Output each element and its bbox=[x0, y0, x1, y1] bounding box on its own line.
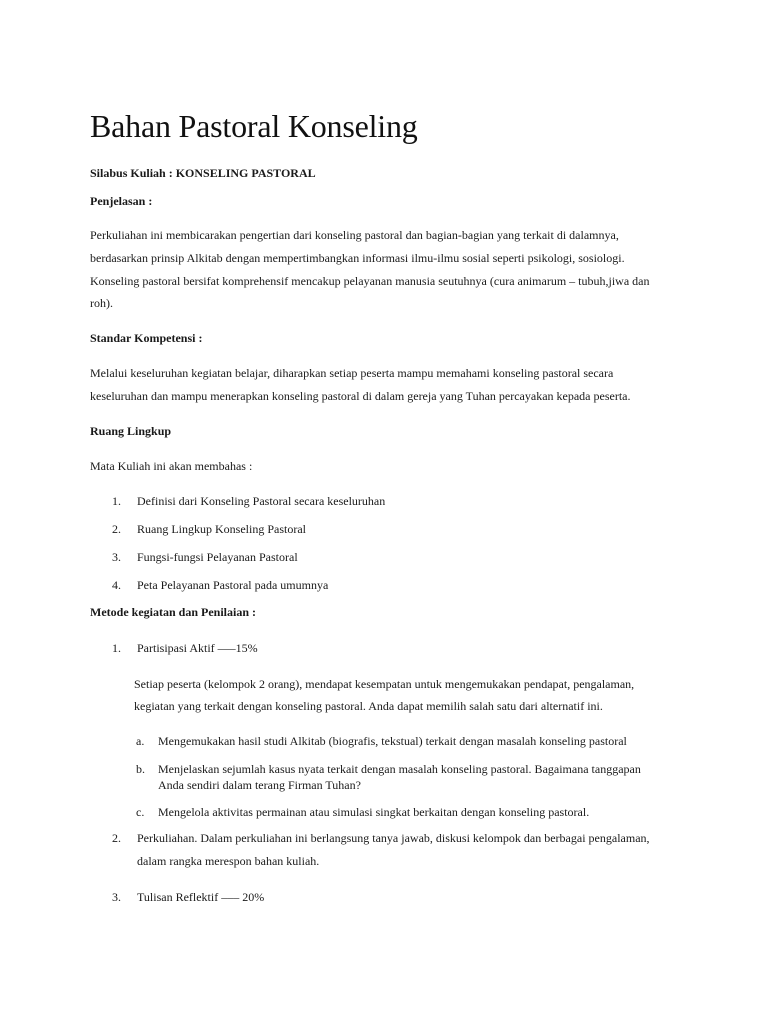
list-item: Fungsi-fungsi Pelayanan Pastoral bbox=[137, 550, 298, 564]
alternative-letter: b. bbox=[136, 762, 145, 776]
standar-heading: Standar Kompetensi : bbox=[90, 331, 203, 345]
list-item-number: 4. bbox=[112, 578, 121, 592]
alternative-letter: c. bbox=[136, 805, 145, 819]
penjelasan-line: roh). bbox=[90, 296, 113, 310]
metode-item1-desc: kegiatan yang terkait dengan konseling pastoral. Anda dapat memilih salah satu dari alternatif ini. bbox=[134, 699, 603, 713]
list-item-number: 3. bbox=[112, 890, 121, 904]
list-item: Ruang Lingkup Konseling Pastoral bbox=[137, 522, 306, 536]
penjelasan-line: Konseling pastoral bersifat komprehensif mencakup pelayanan manusia seutuhnya (cura animarum – tubuh,jiwa dan bbox=[90, 274, 650, 288]
list-item-number: 2. bbox=[112, 522, 121, 536]
ruang-heading: Ruang Lingkup bbox=[90, 424, 172, 438]
page-title: Bahan Pastoral Konseling bbox=[90, 108, 418, 144]
list-item-number: 2. bbox=[112, 831, 121, 845]
standar-line: keseluruhan dan mampu menerapkan konseling pastoral di dalam gereja yang Tuhan percayakan kepada peserta. bbox=[90, 389, 631, 403]
list-item: Peta Pelayanan Pastoral pada umumnya bbox=[137, 578, 329, 592]
list-item: Definisi dari Konseling Pastoral secara keseluruhan bbox=[137, 494, 386, 508]
list-item: Partisipasi Aktif –––15% bbox=[137, 641, 258, 655]
penjelasan-heading: Penjelasan : bbox=[90, 194, 153, 208]
metode-item1-desc: Setiap peserta (kelompok 2 orang), mendapat kesempatan untuk mengemukakan pendapat, pengalaman, bbox=[134, 677, 635, 691]
alternative-letter: a. bbox=[136, 734, 145, 748]
metode-heading: Metode kegiatan dan Penilaian : bbox=[90, 605, 257, 619]
alternative-item: Mengelola aktivitas permainan atau simulasi singkat berkaitan dengan konseling pastoral. bbox=[158, 805, 590, 819]
alternative-item: Menjelaskan sejumlah kasus nyata terkait dengan masalah konseling pastoral. Bagaimana tanggapan bbox=[158, 762, 641, 776]
standar-line: Melalui keseluruhan kegiatan belajar, diharapkan setiap peserta mampu memahami konseling pastoral secara bbox=[90, 366, 614, 380]
ruang-intro: Mata Kuliah ini akan membahas : bbox=[90, 459, 253, 473]
list-item-number: 1. bbox=[112, 641, 121, 655]
alternative-item: Mengemukakan hasil studi Alkitab (biografis, tekstual) terkait dengan masalah konseling pastoral bbox=[158, 734, 627, 748]
list-item: Perkuliahan. Dalam perkuliahan ini berlangsung tanya jawab, diskusi kelompok dan berbagai pengalaman, bbox=[137, 831, 650, 845]
list-item-continued: dalam rangka merespon bahan kuliah. bbox=[137, 854, 320, 868]
syllabus-line: Silabus Kuliah : KONSELING PASTORAL bbox=[90, 166, 316, 180]
list-item-number: 1. bbox=[112, 494, 121, 508]
penjelasan-line: berdasarkan prinsip Alkitab dengan mempertimbangkan informasi ilmu-ilmu sosial seperti psikologi, sosiologi. bbox=[90, 251, 625, 265]
alternative-item-continued: Anda sendiri dalam terang Firman Tuhan? bbox=[158, 778, 361, 792]
list-item: Tulisan Reflektif ––– 20% bbox=[137, 890, 265, 904]
penjelasan-line: Perkuliahan ini membicarakan pengertian dari konseling pastoral dan bagian-bagian yang terkait di dalamnya, bbox=[90, 228, 619, 242]
list-item-number: 3. bbox=[112, 550, 121, 564]
